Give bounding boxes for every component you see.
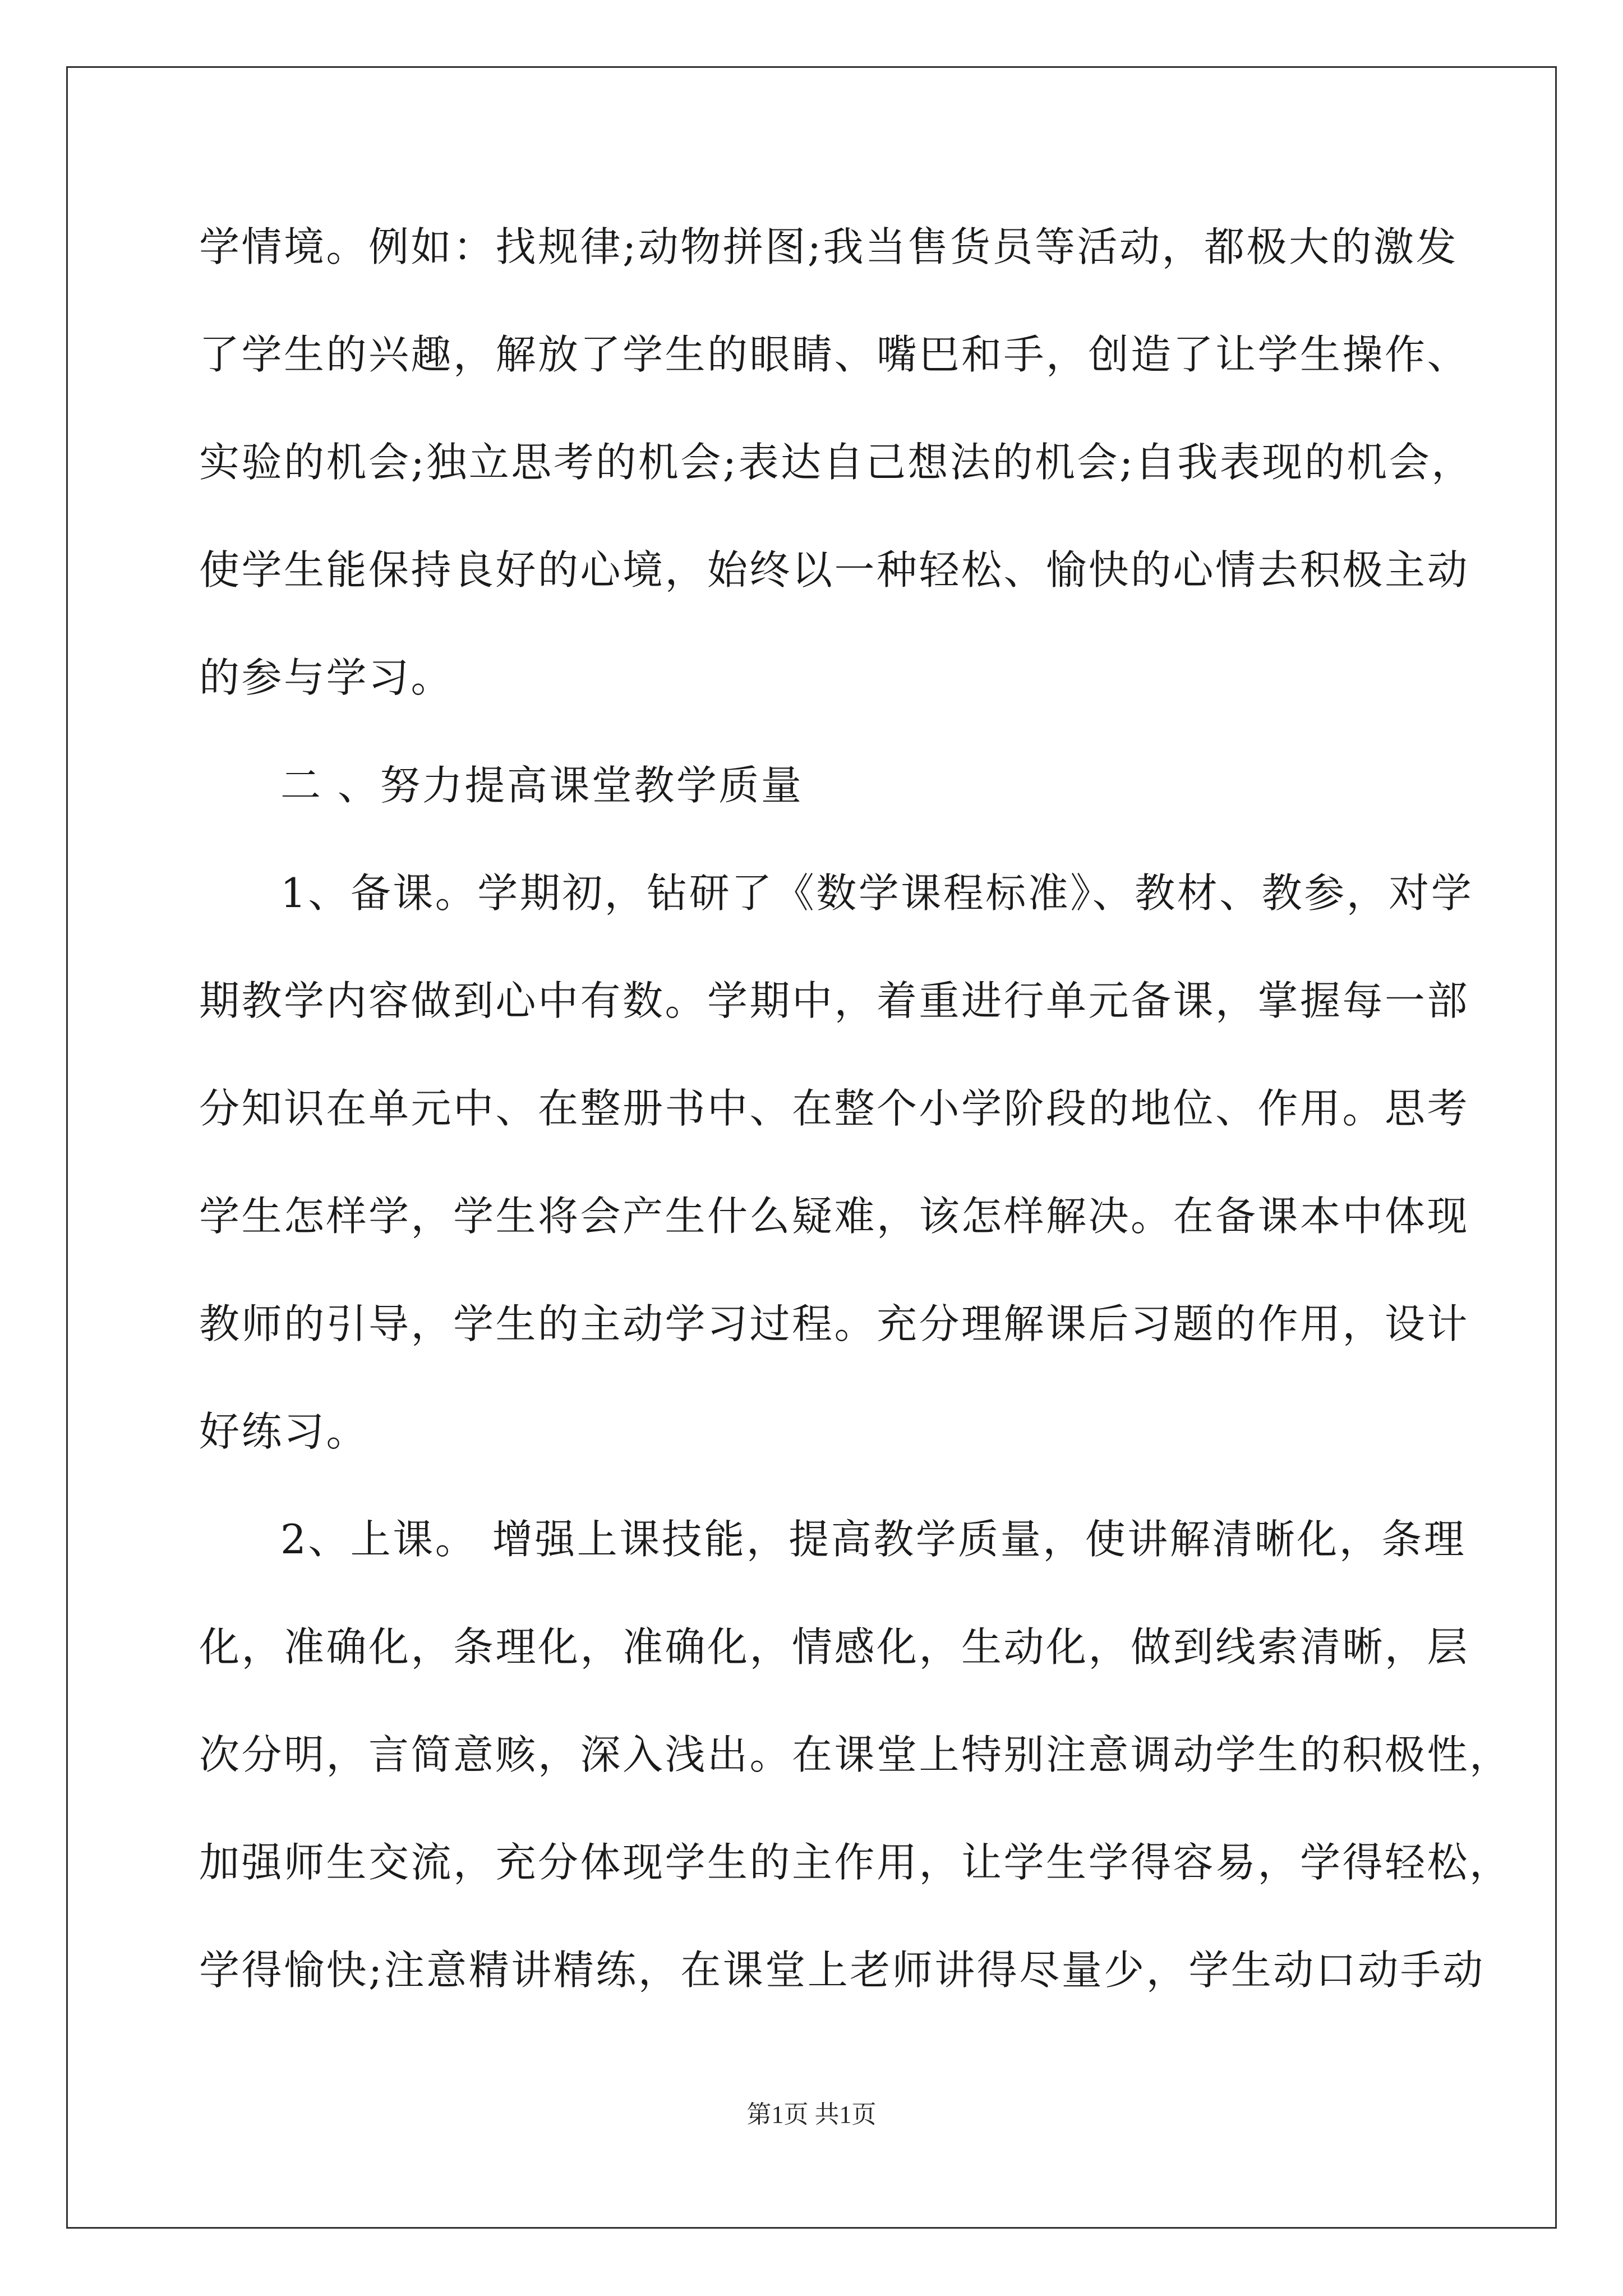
text-line: 学生怎样学，学生将会产生什么疑难，该怎样解决。在备课本中体现 <box>199 1193 1470 1240</box>
text-line: 实验的机会;独立思考的机会;表达自己想法的机会;自我表现的机会， <box>199 439 1474 486</box>
text-line: 学得愉快;注意精讲精练，在课堂上老师讲得尽量少，学生动口动手动 <box>199 1947 1485 1994</box>
text-line: 2、上课。 增强上课技能，提高教学质量，使讲解清晰化，条理 <box>280 1516 1467 1563</box>
text-line: 加强师生交流，充分体现学生的主作用，让学生学得容易，学得轻松， <box>199 1839 1512 1886</box>
text-line: 分知识在单元中、在整册书中、在整个小学阶段的地位、作用。思考 <box>199 1085 1470 1132</box>
text-line: 1、备课。学期初，钻研了《数学课程标准》、教材、教参，对学 <box>280 869 1474 917</box>
text-line: 教师的引导，学生的主动学习过程。充分理解课后习题的作用，设计 <box>199 1300 1470 1347</box>
text-line: 学情境。例如：找规律;动物拼图;我当售货员等活动，都极大的激发 <box>199 223 1459 270</box>
text-line: 好练习。 <box>199 1408 369 1455</box>
text-line: 期教学内容做到心中有数。学期中，着重进行单元备课，掌握每一部 <box>199 977 1470 1024</box>
page-footer: 第1页 共1页 <box>746 2101 877 2128</box>
text-line: 了学生的兴趣，解放了学生的眼睛、嘴巴和手，创造了让学生操作、 <box>199 331 1470 378</box>
text-line: 次分明，言简意赅，深入浅出。在课堂上特别注意调动学生的积极性， <box>199 1731 1512 1778</box>
text-line: 化，准确化，条理化，准确化，情感化，生动化，做到线索清晰，层 <box>199 1623 1470 1671</box>
text-line: 使学生能保持良好的心境，始终以一种轻松、愉快的心情去积极主动 <box>199 546 1470 593</box>
section-heading: 二 、努力提高课堂教学质量 <box>280 762 804 809</box>
page-border <box>66 66 1557 2229</box>
text-line: 的参与学习。 <box>199 654 454 701</box>
